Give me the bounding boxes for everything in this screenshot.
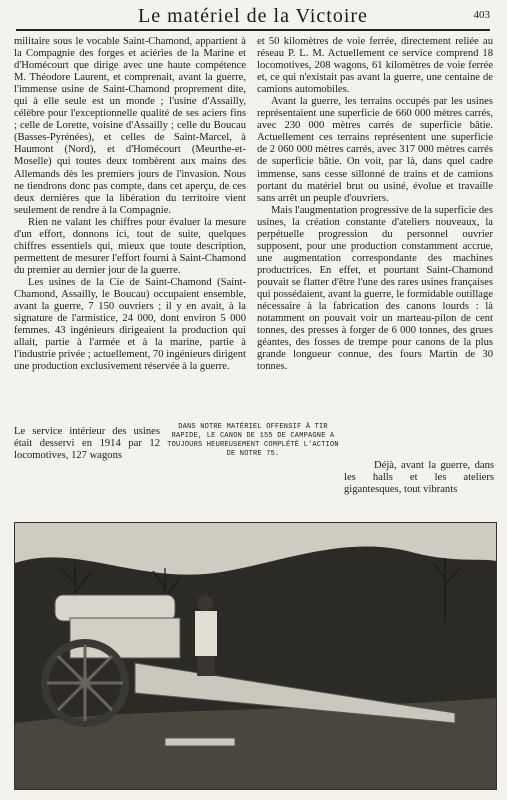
gun-barrel [55,595,175,621]
ground-plate [165,738,235,746]
left-column [14,36,246,373]
running-title: Le matériel de la Victoire [138,5,368,27]
page-header [16,3,490,31]
photo-caption: DANS NOTRE MATÉRIEL OFFENSIF À TIR RAPIDE, LE CANON DE 155 DE CAMPAGNE A TOUJOURS HEUREUSEMENT COMPLÉTÉ L'ACTION DE NOTRE 75. [167,423,339,458]
paragraph: Rien ne valant les chiffres pour évaluer la mesure d'un effort, donnons ici, tout de suite, quelques chiffres essentiels qui, mieux que toute description, permettent de mesurer l'effort fourni à Saint-Chamond du premier au dernier jour de la guerre. [14,216,246,276]
paragraph: Les usines de la Cie de Saint-Chamond (Saint-Chamond, Assailly, le Boucau) occupaient ensemble, avant la guerre, 7 150 ouvriers ; il y en avait, à la signature de l'armistice, 24 000, dont environ 5 000 femmes. 43 ingénieurs dirigeaient la production qui allait, partie à l'armée et à la marine, partie à l'industrie privée ; actuellement, 70 ingénieurs dirigent une production exclusivement réservée à la guerre. [14,276,246,373]
paragraph: et 50 kilomètres de voie ferrée, directement reliée au réseau P. L. M. Actuellement ce service comprend 18 locomotives, 208 wagons, 61 kilomètres de voie ferrée et, ce qui n'existait pas avant la guerre, une centaine de camions automobiles. [257,36,493,96]
paragraph: Mais l'augmentation progressive de la superficie des usines, la création constante d'ateliers nouveaux, la perpétuelle progression du personnel ouvrier supposent, pour une production constamment accrue, une augmentation correspondante des machines productrices. En effet, et pourtant Saint-Chamond pouvait se flatter d'être l'une des rares usines françaises qui possédaient, avant la guerre, le formidable outillage nécessaire à la fabrication des canons lourds : là notamment on pouvait voir un marteau-pilon de cent tonnes, des presses à forger de 6 000 tonnes, des grues géantes, des fosses de trempe pour canons de la plus grande longueur connue, des fours Martin de 30 tonnes. [257,204,493,373]
right-column-continuation [344,460,494,496]
photo-illustration [15,523,496,789]
right-column [257,36,493,373]
paragraph: Avant la guerre, les terrains occupés par les usines représentaient une superficie de 660 000 mètres carrés, avec 230 000 mètres carrés de superficie bâtie. Actuellement ces terrains représentent une superficie de 2 060 000 mètres carrés, avec 317 000 mètres carrés de superficie bâtie. On voit, par là, dans quel cadre immense, sans cesse sillonné de trains et de camions portant du matériel brut ou usiné, évolue et travaille sans arrêt un peuple d'ouvriers. [257,96,493,204]
soldier-legs [197,656,215,676]
page-number: 403 [473,9,490,21]
paragraph: Déjà, avant la guerre, dans les halls et les ateliers gigantesques, tout vibrants [344,460,494,496]
paragraph: militaire sous le vocable Saint-Chamond, appartient à la Compagnie des forges et aciéries de la Marine et d'Homécourt que dirige avec une haute compétence M. Théodore Laurent, et comprenait, avant la guerre, l'immense usine de Saint-Chamond proprement dite, qui à elle seule est un monde ; l'usine d'Assailly, célèbre pour l'exceptionnelle qualité de ses aciers fins ; celle de Lorette, voisine d'Assailly ; celle du Boucau (Basses-Pyrénées), et celles de Saint-Marcel, à Haumont (Nord), et d'Homécourt (Meurthe-et-Moselle) qui toutes deux tombèrent aux mains des Allemands dès les premiers jours de l'invasion. Nous ne tiendrons donc pas compte, dans cet aperçu, de ces deux dernières que la libération du territoire vient seulement de rendre à la Compagnie. [14,36,246,216]
wheel-spokes [47,645,123,721]
soldier-head [197,595,213,611]
soldier-body [195,611,217,656]
field-gun-photo [14,522,497,790]
left-column-continuation: Le service intérieur des usines était desservi en 1914 par 12 locomotives, 127 wagons [14,426,160,462]
